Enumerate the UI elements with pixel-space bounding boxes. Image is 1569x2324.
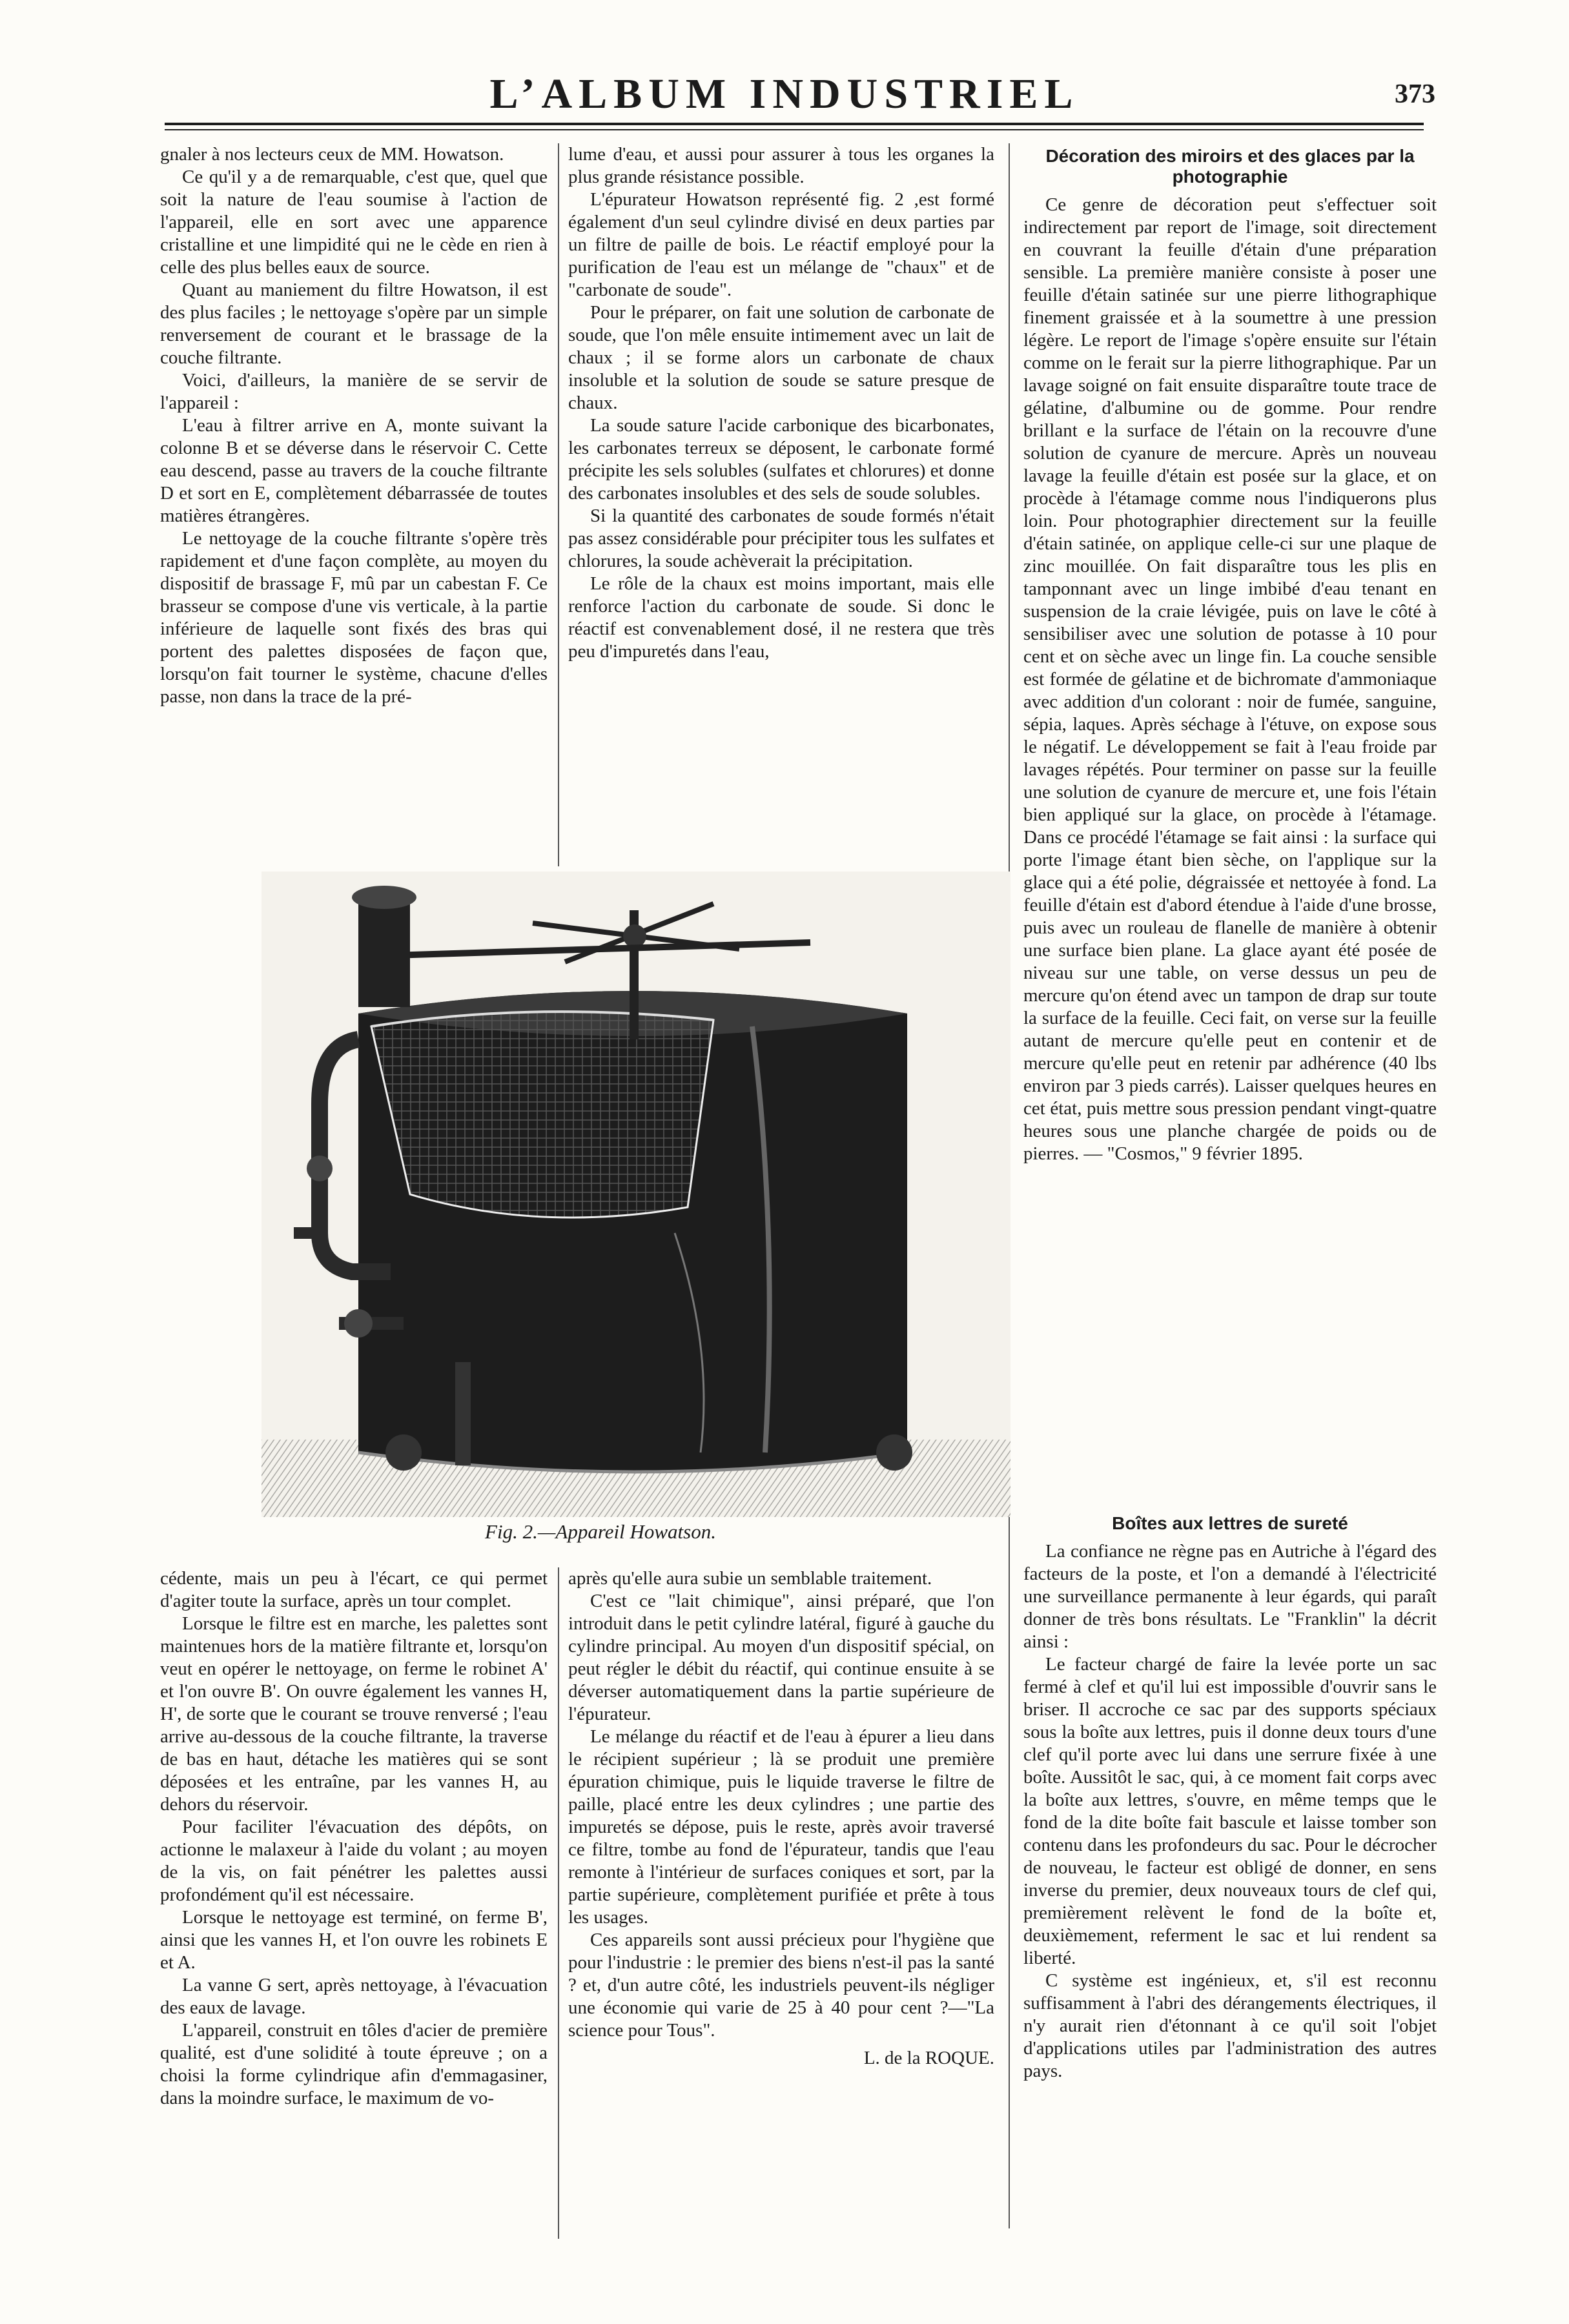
paragraph: Lorsque le nettoyage est terminé, on ferme B', ainsi que les vannes H, et l'on ouvre les robinets E et A. [160, 1907, 548, 1973]
paragraph: C'est ce "lait chimique", ainsi préparé, que l'on introduit dans le petit cylindre latéral, figuré à gauche du cylindre principal. Au moyen d'un dispositif spécial, on peut régler le débit du réactif, qui continue ensuite à se déverser automatiquement dans la partie supérieure de l'épurateur. [568, 1591, 994, 1724]
section-heading: Boîtes aux lettres de sureté [1112, 1513, 1348, 1533]
column-divider [558, 1567, 559, 2239]
paragraph: La vanne G sert, après nettoyage, à l'évacuation des eaux de lavage. [160, 1975, 548, 2018]
paragraph: La confiance ne règne pas en Autriche à l'égard des facteurs de la poste, et l'on a demandé à l'électricité une surveillance permanente à leur égards, qui paraît donner de très bons résultats. Le "Franklin" la décrit ainsi : [1023, 1541, 1437, 1652]
paragraph: Le facteur chargé de faire la levée porte un sac fermé à clef et qu'il lui est impossible d'ouvrir sans le briser. Il accroche ce sac par des supports spéciaux sous la boîte aux lettres, puis il donne deux tours d'une clef qu'il porte avec lui dans une serrure fixée à une boîte. Aussitôt le sac, qui, à ce moment fait corps avec la boîte aux lettres, s'ouvre, en même temps que le fond de la dite boîte fait bascule et laisse tomber son contenu dans les profondeurs du sac. Pour le décrocher de nouveau, le facteur est obligé de donner, en sens inverse du premier, deux nouveaux tours de clef qui, premièrement relèvent le fond de la boîte et, deuxièmement, referment le sac et lui rendent sa liberté. [1023, 1654, 1437, 1968]
paragraph: C système est ingénieux, et, s'il est reconnu suffisamment à l'abri des dérangements électriques, il n'y aurait rien d'étonnant à ce qu'il soit l'objet d'applications utiles par l'administration des autres pays. [1023, 1970, 1437, 2081]
paragraph: La soude sature l'acide carbonique des bicarbonates, les carbonates terreux se déposent, le carbonate formé précipite les sels solubles (sulfates et chlorures) et donne des carbonates insolubles et des sels de soude solubles. [568, 415, 994, 504]
section-heading: Décoration des miroirs et des glaces par la photographie [1045, 146, 1415, 187]
paragraph: après qu'elle aura subie un semblable traitement. [568, 1568, 932, 1589]
article-column-2 [568, 143, 994, 873]
paragraph: gnaler à nos lecteurs ceux de MM. Howatson. [160, 144, 504, 165]
paragraph: lume d'eau, et aussi pour assurer à tous les organes la plus grande résistance possible. [568, 144, 994, 187]
paragraph: Le nettoyage de la couche filtrante s'opère très rapidement et d'une façon complète, au moyen du dispositif de brassage F, mû par un cabestan F. Ce brasseur se compose d'une vis verticale, à la partie inférieure de laquelle sont fixés des bras qui portent des palettes disposées de façon que, lorsqu'on fait tourner le système, chacune d'elles passe, non dans la trace de la pré- [160, 528, 548, 707]
paragraph: Ces appareils sont aussi précieux pour l'hygiène que pour l'industrie : le premier des biens n'est-il pas la santé ? et, d'un autre côté, les industriels peuvent-ils négliger une économie qui varie de 25 à 40 pour cent ?—"La science pour Tous". [568, 1930, 994, 2041]
header-rule [165, 123, 1424, 125]
article-decoration [1023, 143, 1437, 1447]
paragraph: Si la quantité des carbonates de soude formés n'était pas assez considérable pour précipiter tous les sulfates et chlorures, la soude achèverait la précipitation. [568, 505, 994, 571]
howatson-apparatus-illustration [262, 872, 1010, 1517]
author-signature: L. de la ROQUE. [863, 2048, 994, 2068]
article-column-5 [568, 1567, 994, 2245]
article-column-4 [160, 1567, 548, 2219]
paragraph: Voici, d'ailleurs, la manière de se servir de l'appareil : [160, 370, 548, 413]
page-number: 373 [1395, 79, 1435, 109]
paragraph: Lorsque le filtre est en marche, les palettes sont maintenues hors de la matière filtrante et, lorsqu'on veut en opérer le nettoyage, on ferme le robinet A' et l'on ouvre B'. On ouvre également les vannes H, H', de sorte que le courant se trouve renversé ; l'eau arrive au-dessous de la couche filtrante, la traverse de bas en haut, détache les matières qui se sont déposées et les entraîne, par les vannes H, au dehors du réservoir. [160, 1613, 548, 1815]
column-divider [558, 143, 559, 866]
figure-caption: Fig. 2.—Appareil Howatson. [485, 1520, 716, 1543]
paragraph: Quant au maniement du filtre Howatson, il est des plus faciles ; le nettoyage s'opère par un simple renversement de courant et le brassage de la couche filtrante. [160, 280, 548, 368]
paragraph: L'épurateur Howatson représenté fig. 2 ,est formé également d'un seul cylindre divisé en deux parties par un filtre de paille de bois. Le réactif employé pour la purification de l'eau est un mélange de "chaux" et de "carbonate de soude". [568, 189, 994, 300]
paragraph: Ce qu'il y a de remarquable, c'est que, quel que soit la nature de l'eau soumise à l'action de l'appareil, elle en sort avec une apparence cristalline et une limpidité qui ne le cède en rien à celle des plus belles eaux de source. [160, 167, 548, 278]
paragraph: cédente, mais un peu à l'écart, ce qui permet d'agiter toute la surface, après un tour complet. [160, 1568, 548, 1611]
header-rule-thin [165, 129, 1424, 130]
paragraph: L'eau à filtrer arrive en A, monte suivant la colonne B et se déverse dans le réservoir C. Cette eau descend, passe au travers de la couche filtrante D et sort en E, complètement débarrassée de toutes matières étrangères. [160, 415, 548, 526]
paragraph: Pour le préparer, on fait une solution de carbonate de soude, que l'on mêle ensuite intimement avec un lait de chaux ; il se forme alors un carbonate de chaux insoluble et la solution de soude se sature presque de chaux. [568, 302, 994, 413]
paragraph: Ce genre de décoration peut s'effectuer soit indirectement par report de l'image, soit directement en couvrant la feuille d'étain d'une préparation sensible. La première manière consiste à poser une feuille d'étain satinée sur une pierre lithographique finement graissée et à la soumettre à une pression légère. Le report de l'image s'opère ensuite sur l'étain comme on le ferait sur la pierre lithographique. Par un lavage soigné on fait ensuite disparaître toute trace de gélatine, d'albumine ou de gomme. Pour rendre brillant e la surface de l'étain on la recouvre d'une solution de cyanure de mercure. Après un nouveau lavage la feuille d'étain est posée sur la glace, et on procède à l'étamage comme nous l'indiquerons plus loin. Pour photographier directement sur la feuille d'étain satinée, on applique celle-ci sur une plaque de zinc mouillée. On fait disparaître tous les plis en tamponnant avec un linge imbibé d'eau tenant en suspension de la craie lévigée, puis on lave le côté à sensibiliser avec une solution de potasse à 10 pour cent et on sèche avec un linge fin. La couche sensible est formée de gélatine et de bichromate d'ammoniaque avec addition d'un colorant : noir de fumée, sanguine, sépia, laques. Après séchage à l'étuve, on expose sous le négatif. Le développement se fait à l'eau froide par lavages répétés. Pour terminer on passe sur la feuille une solution de cyanure de mercure et, une fois l'étain bien appliqué sur la glace, on procède à l'étamage. Dans ce procédé l'étamage se fait ainsi : la surface qui porte l'image étant bien sèche, on l'applique sur la glace qui a été polie, dégraissée et nettoyée à fond. La feuille d'étain est d'abord étendue à l'aide d'une brosse, puis avec un rouleau de flanelle de manière à obtenir une surface bien plane. La glace ayant été posée de niveau sur une table, on verse dessus un peu de mercure qu'on étend avec un tampon de drap sur toute la surface de la feuille. Ceci fait, on verse sur la feuille autant de mercure qu'elle peut en contenir et de mercure qu'elle peut en retenir par adhérence (40 lbs environ par 3 pieds carrés). Laisser quelques heures en cet état, puis mettre sous pression pendant vingt-quatre heures sous une planche chargée de poids ou de pierres. — "Cosmos," 9 février 1895. [1023, 194, 1437, 1164]
article-letterboxes [1023, 1511, 1437, 2234]
article-column-1 [160, 143, 548, 873]
paragraph: Le mélange du réactif et de l'eau à épurer a lieu dans le récipient supérieur ; là se produit une première épuration chimique, puis le liquide traverse le filtre de paille, placé entre les deux cylindres ; une partie des impuretés se dépose, puis le reste, après avoir traversé ce filtre, tombe au fond de l'épurateur, tandis que l'eau remonte à l'intérieur de surfaces coniques et sort, par la partie supérieure, complètement purifiée et prête à tous les usages. [568, 1726, 994, 1928]
page-title: L’ALBUM INDUSTRIEL [489, 70, 1080, 117]
paragraph: Pour faciliter l'évacuation des dépôts, on actionne le malaxeur à l'aide du volant ; au moyen de la vis, on fait pénétrer les palettes aussi profondément qu'il est nécessaire. [160, 1817, 548, 1905]
paragraph: L'appareil, construit en tôles d'acier de première qualité, est d'une solidité à toute épreuve ; on a choisi la forme cylindrique afin d'emmagasiner, dans la moindre surface, le maximum de vo- [160, 2020, 548, 2108]
paragraph: Le rôle de la chaux est moins important, mais elle renforce l'action du carbonate de soude. Si donc le réactif est convenablement dosé, il ne restera que très peu d'impuretés dans l'eau, [568, 573, 994, 662]
